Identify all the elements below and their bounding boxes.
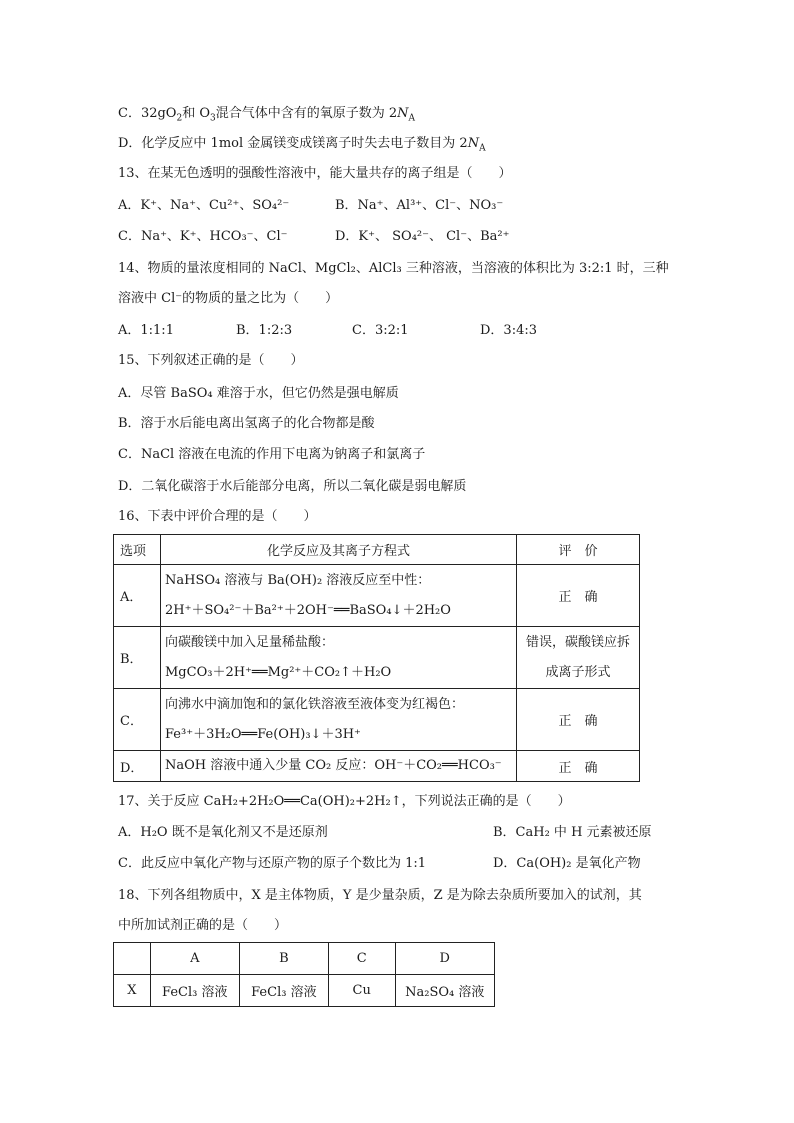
row-evaluation: 正 确	[517, 689, 640, 751]
equation-description: 向沸水中滴加饱和的氯化铁溶液至液体变为红褐色：	[165, 696, 465, 712]
row-equation	[161, 627, 517, 689]
equation-description: NaHSO₄ 溶液与 Ba(OH)₂ 溶液反应至中性：	[165, 572, 431, 588]
header-equation: 化学反应及其离子方程式	[161, 535, 517, 565]
q13-stem: 13、在某无色透明的强酸性溶液中，能大量共存的离子组是（ ）	[118, 166, 512, 181]
q14-stem-line1: 14、物质的量浓度相同的 NaCl、MgCl₂、AlCl₃ 三种溶液，当溶液的体积比为 3:2:1 时，三种	[118, 261, 669, 276]
row-evaluation: 正 确	[517, 751, 640, 782]
cell-a: FeCl₃ 溶液	[150, 975, 239, 1007]
header-blank	[114, 943, 151, 975]
cell-c: Cu	[328, 975, 395, 1007]
row-evaluation	[517, 627, 640, 689]
header-option: 选项	[114, 535, 161, 565]
row-option: D．	[114, 751, 161, 782]
q13-option-c: C．Na⁺、K⁺、HCO₃⁻、Cl⁻	[118, 229, 288, 244]
q14-stem-line2: 溶液中 Cl⁻的物质的量之比为（ ）	[118, 291, 339, 306]
row-label: X	[114, 975, 151, 1007]
row-evaluation: 正 确	[517, 565, 640, 627]
header-evaluation: 评 价	[517, 535, 640, 565]
header-a: A	[150, 943, 239, 975]
q18-stem-line2: 中所加试剂正确的是（ ）	[118, 918, 288, 933]
q17-stem: 17、关于反应 CaH₂+2H₂O══Ca(OH)₂+2H₂↑，下列说法正确的是（ ）	[118, 794, 571, 809]
q14-option-d: D．3:4:3	[480, 323, 537, 338]
q16-stem: 16、下表中评价合理的是（ ）	[118, 509, 317, 524]
q13-option-d: D．K⁺、 SO₄²⁻、 Cl⁻、Ba²⁺	[335, 229, 510, 244]
q12-option-c: C．$32gO_2$和 $O_3$混合气体中含有的氧原子数为 $2N_A$	[118, 106, 416, 124]
q14-option-b: B．1:2:3	[236, 323, 293, 338]
table-row	[114, 975, 495, 1007]
row-option: C．	[114, 689, 161, 751]
equation-description: 向碳酸镁中加入足量稀盐酸：	[165, 634, 335, 650]
row-option: A．	[114, 565, 161, 627]
q15-stem: 15、下列叙述正确的是（ ）	[118, 353, 304, 368]
row-equation	[161, 751, 517, 782]
q15-option-d: D．二氧化碳溶于水后能部分电离，所以二氧化碳是弱电解质	[118, 479, 467, 494]
cell-d: Na₂SO₄ 溶液	[395, 975, 495, 1007]
row-equation	[161, 689, 517, 751]
q18-table	[113, 942, 495, 1007]
q14-option-c: C．3:2:1	[352, 323, 409, 338]
header-d: D	[395, 943, 495, 975]
header-c: C	[328, 943, 395, 975]
table-header-row	[114, 535, 640, 565]
q13-option-a: A．K⁺、Na⁺、Cu²⁺、SO₄²⁻	[118, 198, 290, 213]
evaluation-line2: 成离子形式	[545, 664, 611, 680]
q15-option-c: C．NaCl 溶液在电流的作用下电离为钠离子和氯离子	[118, 447, 426, 462]
table-row	[114, 751, 640, 782]
equation-formula: 2H⁺＋SO₄²⁻＋Ba²⁺＋2OH⁻══BaSO₄↓＋2H₂O	[165, 602, 451, 618]
evaluation-line1: 错误，碳酸镁应拆	[525, 634, 630, 650]
q13-option-b: B．Na⁺、Al³⁺、Cl⁻、NO₃⁻	[335, 198, 504, 213]
equation-formula: Fe³⁺＋3H₂O══Fe(OH)₃↓＋3H⁺	[165, 726, 361, 742]
row-option: B．	[114, 627, 161, 689]
q12-option-d: D．化学反应中 1mol 金属镁变成镁离子时失去电子数目为 $2N_A$	[118, 136, 486, 154]
q15-option-a: A．尽管 BaSO₄ 难溶于水，但它仍然是强电解质	[118, 386, 399, 401]
q17-option-b: B．CaH₂ 中 H 元素被还原	[493, 825, 652, 840]
q17-option-c: C．此反应中氧化产物与还原产物的原子个数比为 1:1	[118, 856, 427, 871]
table-row	[114, 565, 640, 627]
table-header-row	[114, 943, 495, 975]
q15-option-b: B．溶于水后能电离出氢离子的化合物都是酸	[118, 416, 375, 431]
equation-formula: MgCO₃＋2H⁺══Mg²⁺＋CO₂↑＋H₂O	[165, 664, 392, 680]
table-row	[114, 627, 640, 689]
table-row	[114, 689, 640, 751]
header-b: B	[239, 943, 328, 975]
cell-b: FeCl₃ 溶液	[239, 975, 328, 1007]
equation-description: NaOH 溶液中通入少量 CO₂ 反应：OH⁻＋CO₂══HCO₃⁻	[165, 758, 502, 773]
q14-option-a: A．1:1:1	[118, 323, 174, 338]
q17-option-d: D．Ca(OH)₂ 是氧化产物	[493, 856, 641, 871]
q16-table	[113, 534, 640, 782]
q18-stem-line1: 18、下列各组物质中，X 是主体物质，Y 是少量杂质，Z 是为除去杂质所要加入的试剂，其	[118, 888, 642, 903]
q17-option-a: A．H₂O 既不是氧化剂又不是还原剂	[118, 825, 328, 840]
row-equation	[161, 565, 517, 627]
